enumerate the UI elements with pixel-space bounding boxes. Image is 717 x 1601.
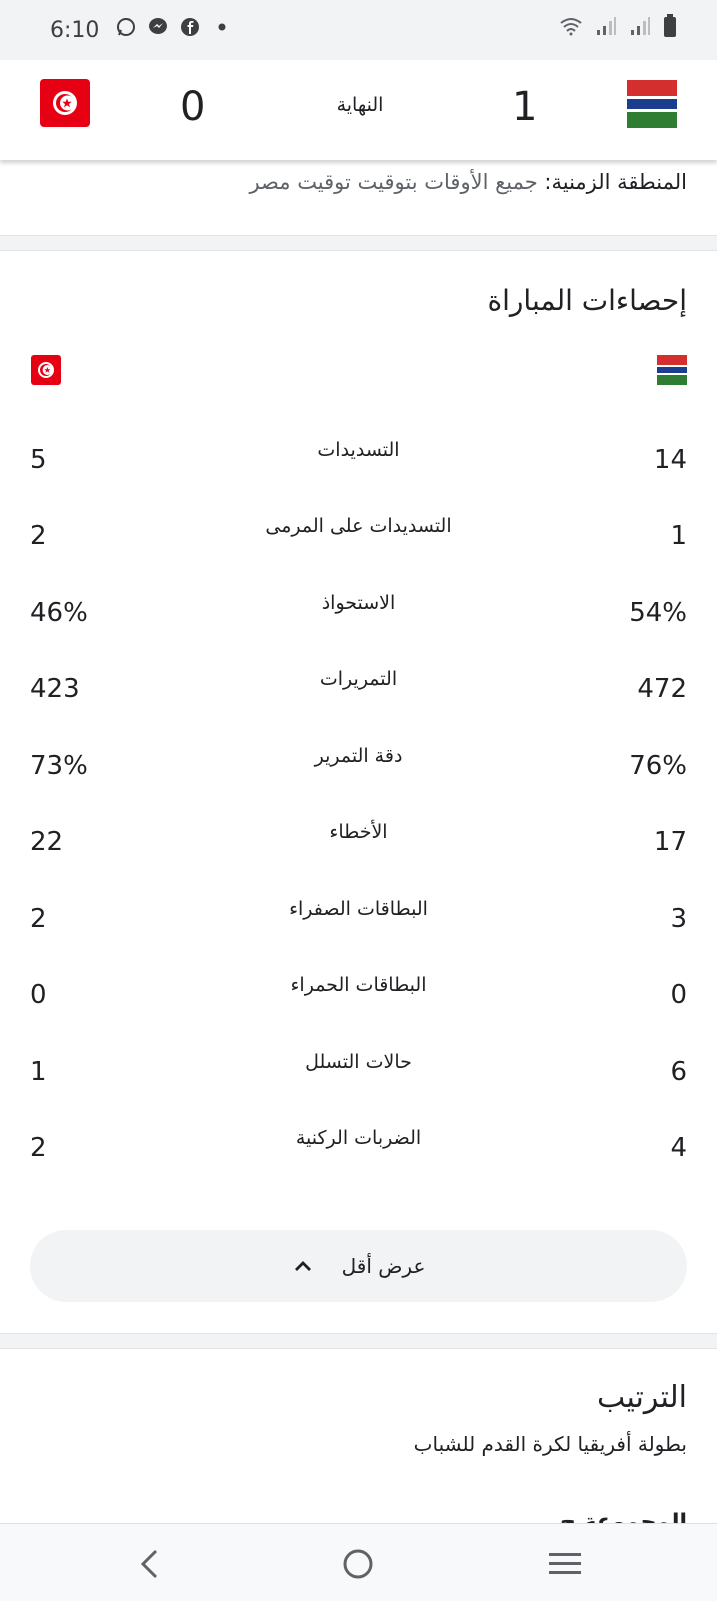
away-stat: 22 <box>30 827 64 857</box>
stat-row-shots <box>0 439 717 485</box>
stat-row-pass-accuracy <box>0 745 717 791</box>
gambia-flag-icon <box>657 355 687 385</box>
standings-title: الترتيب <box>597 1380 687 1415</box>
away-stat: 1 <box>30 1057 47 1087</box>
away-stat: 423 <box>30 674 80 704</box>
whatsapp-icon <box>115 16 137 38</box>
signal-icon <box>629 16 651 40</box>
wifi-icon <box>559 16 583 40</box>
stat-row-possession <box>0 592 717 638</box>
home-score: 1 <box>512 84 538 130</box>
stat-row-passes <box>0 668 717 714</box>
home-nav-icon[interactable] <box>336 1542 380 1586</box>
status-time: 6:10 <box>50 18 100 43</box>
home-stat: 3 <box>670 904 687 934</box>
back-nav-icon[interactable] <box>128 1542 172 1586</box>
home-stat: 4 <box>670 1133 687 1163</box>
facebook-icon <box>179 16 201 38</box>
status-bar <box>0 0 717 60</box>
home-stat: 0 <box>670 980 687 1010</box>
match-status: النهاية <box>336 94 384 116</box>
stat-label: حالات التسلل <box>305 1051 412 1073</box>
tunisia-flag-icon <box>31 355 61 385</box>
stat-row-offsides <box>0 1051 717 1097</box>
timezone-info <box>249 170 687 194</box>
timezone-value: جميع الأوقات بتوقيت توقيت مصر <box>249 170 538 194</box>
messenger-icon <box>147 16 169 38</box>
section-divider <box>0 1333 717 1349</box>
stat-row-shots-on-target <box>0 515 717 561</box>
stat-label: الاستحواذ <box>321 592 396 614</box>
stat-label: التسديدات <box>317 439 400 461</box>
stat-label: التسديدات على المرمى <box>265 515 452 537</box>
away-stat: 5 <box>30 445 47 475</box>
home-stat: 54% <box>629 598 687 628</box>
home-stat: 472 <box>637 674 687 704</box>
stat-label: التمريرات <box>319 668 398 690</box>
away-score: 0 <box>180 84 206 130</box>
section-divider <box>0 235 717 251</box>
stat-row-corners <box>0 1127 717 1173</box>
stat-label: البطاقات الحمراء <box>290 974 427 996</box>
away-stat: 73% <box>30 751 88 781</box>
system-nav-bar <box>0 1523 717 1601</box>
away-stat: 0 <box>30 980 47 1010</box>
stat-label: الضربات الركنية <box>295 1127 422 1149</box>
stat-label: دقة التمرير <box>314 745 403 767</box>
stat-row-yellow-cards <box>0 898 717 944</box>
home-stat: 6 <box>670 1057 687 1087</box>
away-stat: 2 <box>30 904 47 934</box>
notification-dot-icon <box>211 16 233 38</box>
home-stat: 14 <box>653 445 687 475</box>
stat-row-fouls <box>0 821 717 867</box>
gambia-flag-icon[interactable] <box>627 80 677 128</box>
home-stat: 76% <box>629 751 687 781</box>
home-stat: 17 <box>653 827 687 857</box>
standings-subtitle: بطولة أفريقيا لكرة القدم للشباب <box>413 1432 687 1456</box>
stat-label: البطاقات الصفراء <box>289 898 428 920</box>
away-stat: 2 <box>30 1133 47 1163</box>
show-less-button[interactable] <box>30 1230 687 1302</box>
timezone-label: المنطقة الزمنية: <box>544 170 687 194</box>
battery-icon <box>663 14 677 42</box>
recent-apps-icon[interactable] <box>543 1542 587 1586</box>
stat-label: الأخطاء <box>329 821 388 843</box>
show-less-label: عرض أقل <box>341 1254 426 1278</box>
signal-icon <box>595 16 617 40</box>
home-stat: 1 <box>670 521 687 551</box>
chevron-up-icon <box>292 1255 314 1277</box>
stat-row-red-cards <box>0 974 717 1020</box>
tunisia-flag-icon[interactable] <box>40 79 90 127</box>
stats-title: إحصاءات المباراة <box>487 284 687 317</box>
away-stat: 46% <box>30 598 88 628</box>
away-stat: 2 <box>30 521 47 551</box>
